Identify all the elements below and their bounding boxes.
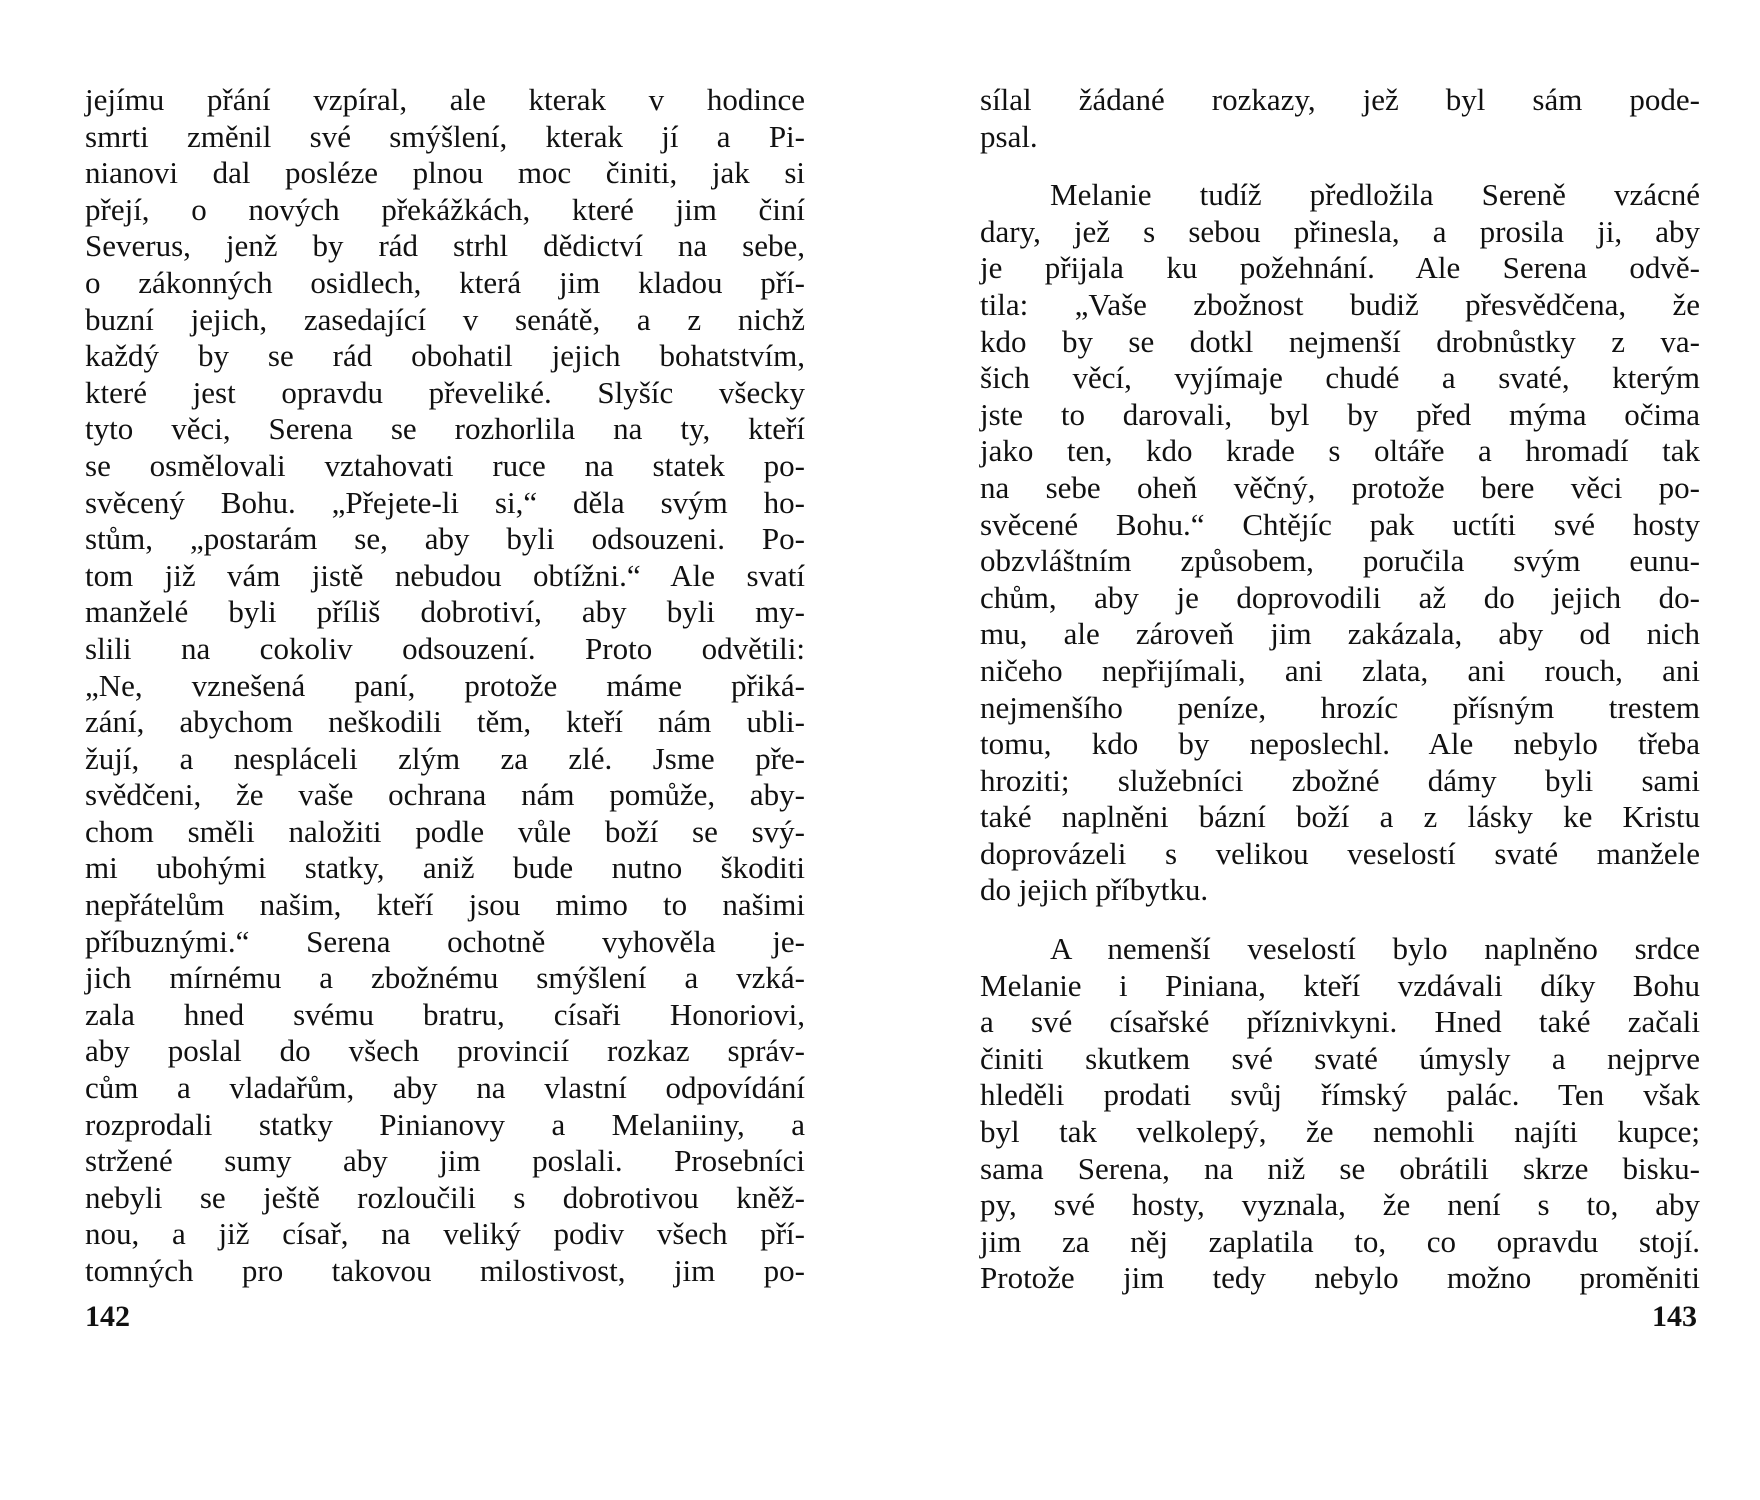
text-line: A nemenší veselostí bylo naplněno srdce	[1050, 931, 1700, 967]
text-line: obzvláštním způsobem, poručila svým eunu-	[980, 543, 1700, 579]
text-line: jako ten, kdo krade s oltáře a hromadí tak	[980, 433, 1700, 469]
text-line: chům, aby je doprovodili až do jejich do-	[980, 579, 1700, 615]
text-line: ničeho nepřijímali, ani zlata, ani rouch, ani	[980, 652, 1700, 688]
text-line: každý by se rád obohatil jejich bohatstvím,	[85, 338, 805, 374]
text-line: svěcené Bohu.“ Chtějíc pak uctíti své hosty	[980, 506, 1700, 542]
paragraph-3	[980, 931, 1700, 1297]
text-line: tom již vám jistě nebudou obtížni.“ Ale svatí	[85, 557, 805, 593]
text-line: je přijala ku požehnání. Ale Serena odvě-	[980, 250, 1700, 286]
text-line: jste to darovali, byl by před mýma očima	[980, 396, 1700, 432]
text-line: hleděli prodati svůj římský palác. Ten však	[980, 1077, 1700, 1113]
text-line: tomu, kdo by neposlechl. Ale nebylo třeba	[980, 726, 1700, 762]
text-line: nianovi dal posléze plnou moc činiti, jak si	[85, 155, 805, 191]
text-line: mu, ale zároveň jim zakázala, aby od nich	[980, 616, 1700, 652]
text-line: sílal žádané rozkazy, jež byl sám pode-	[980, 82, 1700, 117]
text-line: Melanie tudíž předložila Sereně vzácné	[1050, 177, 1700, 213]
text-line: jich mírnému a zbožnému smýšlení a vzká-	[85, 960, 805, 996]
text-line: tomných pro takovou milostivost, jim po-	[85, 1253, 805, 1288]
text-line: žují, a nespláceli zlým za zlé. Jsme pře-	[85, 740, 805, 776]
text-line: rozprodali statky Pinianovy a Melaniiny, a	[85, 1106, 805, 1142]
text-line: které jest opravdu převeliké. Slyšíc všecky	[85, 374, 805, 410]
text-line: sama Serena, na niž se obrátili skrze bisku-	[980, 1150, 1700, 1186]
text-line: hroziti; služebníci zbožné dámy byli sami	[980, 762, 1700, 798]
text-line: Severus, jenž by rád strhl dědictví na sebe,	[85, 228, 805, 264]
text-line: na sebe oheň věčný, protože bere věci po-	[980, 469, 1700, 505]
text-line: nejmenšího peníze, hrozíc přísným trestem	[980, 689, 1700, 725]
text-line: byl tak velkolepý, že nemohli najíti kupce;	[980, 1114, 1700, 1150]
text-line: „Ne, vznešená paní, protože máme přiká-	[85, 667, 805, 703]
right-page-text	[980, 82, 1700, 1297]
text-line: Protože jim tedy nebylo možno proměniti	[980, 1260, 1700, 1296]
text-line: dary, jež s sebou přinesla, a prosila ji, aby	[980, 213, 1700, 249]
text-line: py, své hosty, vyznala, že není s to, aby	[980, 1187, 1700, 1223]
text-line: a své císařské příznivkyni. Hned také začali	[980, 1004, 1700, 1040]
text-line: psal.	[980, 118, 1038, 154]
text-line: mi ubohými statky, aniž bude nutno škoditi	[85, 850, 805, 886]
text-line: nepřátelům našim, kteří jsou mimo to našimi	[85, 887, 805, 923]
text-line: také naplněni bázní boží a z lásky ke Kristu	[980, 799, 1700, 835]
text-line: stržené sumy aby jim poslali. Prosebníci	[85, 1143, 805, 1179]
text-line: aby poslal do všech provincií rozkaz správ-	[85, 1033, 805, 1069]
text-line: zání, abychom neškodili těm, kteří nám ubli-	[85, 704, 805, 740]
text-line: slili na cokoliv odsouzení. Proto odvětili:	[85, 630, 805, 666]
text-line: přejí, o nových překážkách, které jim činí	[85, 191, 805, 227]
text-line: Melanie i Piniana, kteří vzdávali díky Bohu	[980, 967, 1700, 1003]
text-line: nebyli se ještě rozloučili s dobrotivou kněž-	[85, 1179, 805, 1215]
text-line: nou, a již císař, na veliký podiv všech pří-	[85, 1216, 805, 1252]
text-line: činiti skutkem své svaté úmysly a nejprve	[980, 1040, 1700, 1076]
text-line: do jejich příbytku.	[980, 872, 1209, 908]
text-line: kdo by se dotkl nejmenší drobnůstky z va-	[980, 323, 1700, 359]
paragraph-1	[980, 82, 1700, 155]
text-line: příbuznými.“ Serena ochotně vyhověla je-	[85, 923, 805, 959]
text-line: chom směli naložiti podle vůle boží se svý-	[85, 813, 805, 849]
text-line: buzní jejich, zasedající v senátě, a z nichž	[85, 301, 805, 337]
paragraph-2	[980, 177, 1700, 909]
text-line: stům, „postarám se, aby byli odsouzeni. Po-	[85, 521, 805, 557]
text-line: manželé byli příliš dobrotiví, aby byli my-	[85, 594, 805, 630]
left-page	[85, 82, 805, 1290]
text-line: o zákonných osidlech, která jim kladou pří-	[85, 264, 805, 300]
right-page-number: 143	[1652, 1300, 1697, 1333]
text-line: jejímu přání vzpíral, ale kterak v hodince	[85, 82, 805, 117]
text-line: šich věcí, vyjímaje chudé a svaté, kterým	[980, 360, 1700, 396]
text-line: svědčeni, že vaše ochrana nám pomůže, aby-	[85, 777, 805, 813]
right-page	[980, 82, 1700, 1297]
left-page-text	[85, 82, 805, 1290]
text-line: tyto věci, Serena se rozhorlila na ty, kteří	[85, 411, 805, 447]
text-line: svěcený Bohu. „Přejete-li si,“ děla svým ho-	[85, 484, 805, 520]
text-line: smrti změnil své smýšlení, kterak jí a Pi-	[85, 118, 805, 154]
text-line: doprovázeli s velikou veselostí svaté manžele	[980, 835, 1700, 871]
text-line: zala hned svému bratru, císaři Honoriovi,	[85, 996, 805, 1032]
left-page-number: 142	[85, 1300, 130, 1333]
text-line: cům a vladařům, aby na vlastní odpovídání	[85, 1070, 805, 1106]
text-line: se osmělovali vztahovati ruce na statek po-	[85, 447, 805, 483]
text-line: jim za něj zaplatila to, co opravdu stojí.	[980, 1223, 1700, 1259]
text-line: tila: „Vaše zbožnost budiž přesvědčena, že	[980, 286, 1700, 322]
